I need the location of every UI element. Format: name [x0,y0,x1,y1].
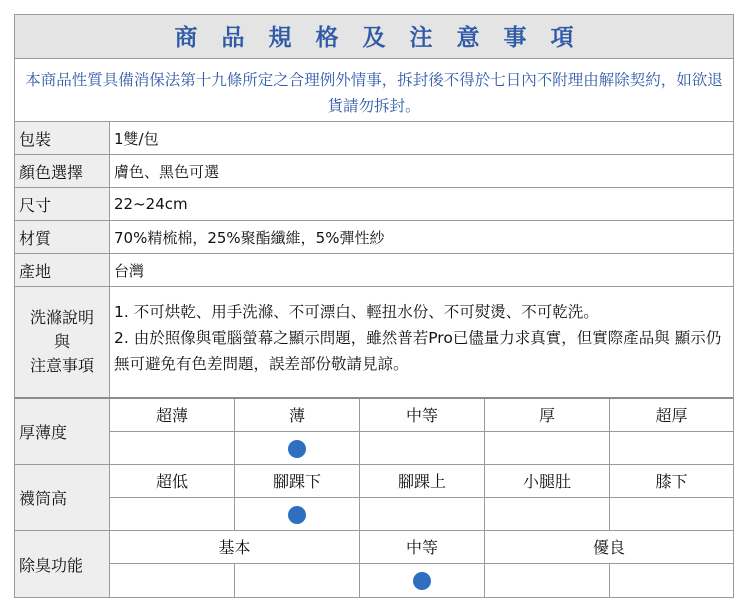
scale-option: 薄 [235,399,360,432]
spec-label: 包裝 [15,122,110,154]
scale-option: 腳踝下 [235,465,360,498]
thickness-grid [110,399,733,464]
scale-cell [485,564,610,597]
wash-label-line: 注意事項 [29,356,94,375]
sock-height-grid [110,465,733,530]
scale-cell [360,432,485,465]
scale-option: 中等 [360,531,485,564]
scale-option: 超低 [110,465,235,498]
wash-label-line: 與 [53,332,70,351]
scale-option: 超厚 [610,399,733,432]
spec-value: 1雙/包 [114,129,159,148]
scale-cell-selected [360,564,485,597]
scale-cell [110,498,235,531]
spec-label: 材質 [15,221,110,253]
spec-value: 台灣 [114,261,145,280]
sock-height-label: 襪筒高 [15,465,110,530]
scale-cell [235,564,360,597]
scale-cell [110,432,235,465]
wash-label [15,287,110,397]
return-policy-notice: 本商品性質具備消保法第十九條所定之合理例外情事，拆封後不得於七日內不附理由解除契約，如欲退貨請勿拆封。 [15,60,733,122]
spec-row-packaging [15,122,733,155]
deodorizing-label: 除臭功能 [15,531,110,597]
spec-label: 產地 [15,254,110,286]
scale-option: 膝下 [610,465,733,498]
wash-text [114,287,727,397]
scale-cell-selected [235,498,360,531]
scale-cell [485,432,610,465]
scale-option: 小腿肚 [485,465,610,498]
spec-row-origin [15,254,733,287]
wash-item: 2. 由於照像與電腦螢幕之顯示問題，雖然普若Pro已儘量力求真實，但實際產品與 顯示仍無可避免有色差問題，誤差部份敬請見諒。 [114,329,722,373]
scale-cell [360,498,485,531]
wash-label-line: 洗滌說明 [29,308,94,327]
scale-option: 腳踝上 [360,465,485,498]
scale-option: 超薄 [110,399,235,432]
spec-row-size [15,188,733,221]
scale-option: 中等 [360,399,485,432]
scale-option: 優良 [485,531,733,564]
scale-option: 厚 [485,399,610,432]
deodorizing-grid [110,531,733,597]
selected-dot-icon [288,440,306,458]
thickness-scale [15,399,733,465]
spec-value: 膚色、黑色可選 [114,162,220,181]
spec-row-material [15,221,733,254]
selected-dot-icon [413,572,431,590]
spec-label: 顏色選擇 [15,155,110,187]
wash-instructions-row [15,287,733,397]
selected-dot-icon [288,506,306,524]
scale-cell [610,432,733,465]
wash-item: 1. 不可烘乾、用手洗滌、不可漂白、輕扭水份、不可熨燙、不可乾洗。 [114,303,599,321]
spec-value: 70%精梳棉，25%聚酯纖維，5%彈性紗 [114,228,385,247]
sock-height-scale [15,465,733,531]
spec-value: 22~24cm [114,195,188,213]
thickness-label: 厚薄度 [15,399,110,464]
spec-row-color [15,155,733,188]
scale-cell [610,564,733,597]
scale-cell [110,564,235,597]
spec-label: 尺寸 [15,188,110,220]
scale-option: 基本 [110,531,360,564]
scale-cell [610,498,733,531]
spec-table [14,14,734,598]
scale-cell-selected [235,432,360,465]
page-title: 商品規格及注意事項 [15,15,733,59]
deodorizing-scale [15,531,733,597]
scale-cell [485,498,610,531]
